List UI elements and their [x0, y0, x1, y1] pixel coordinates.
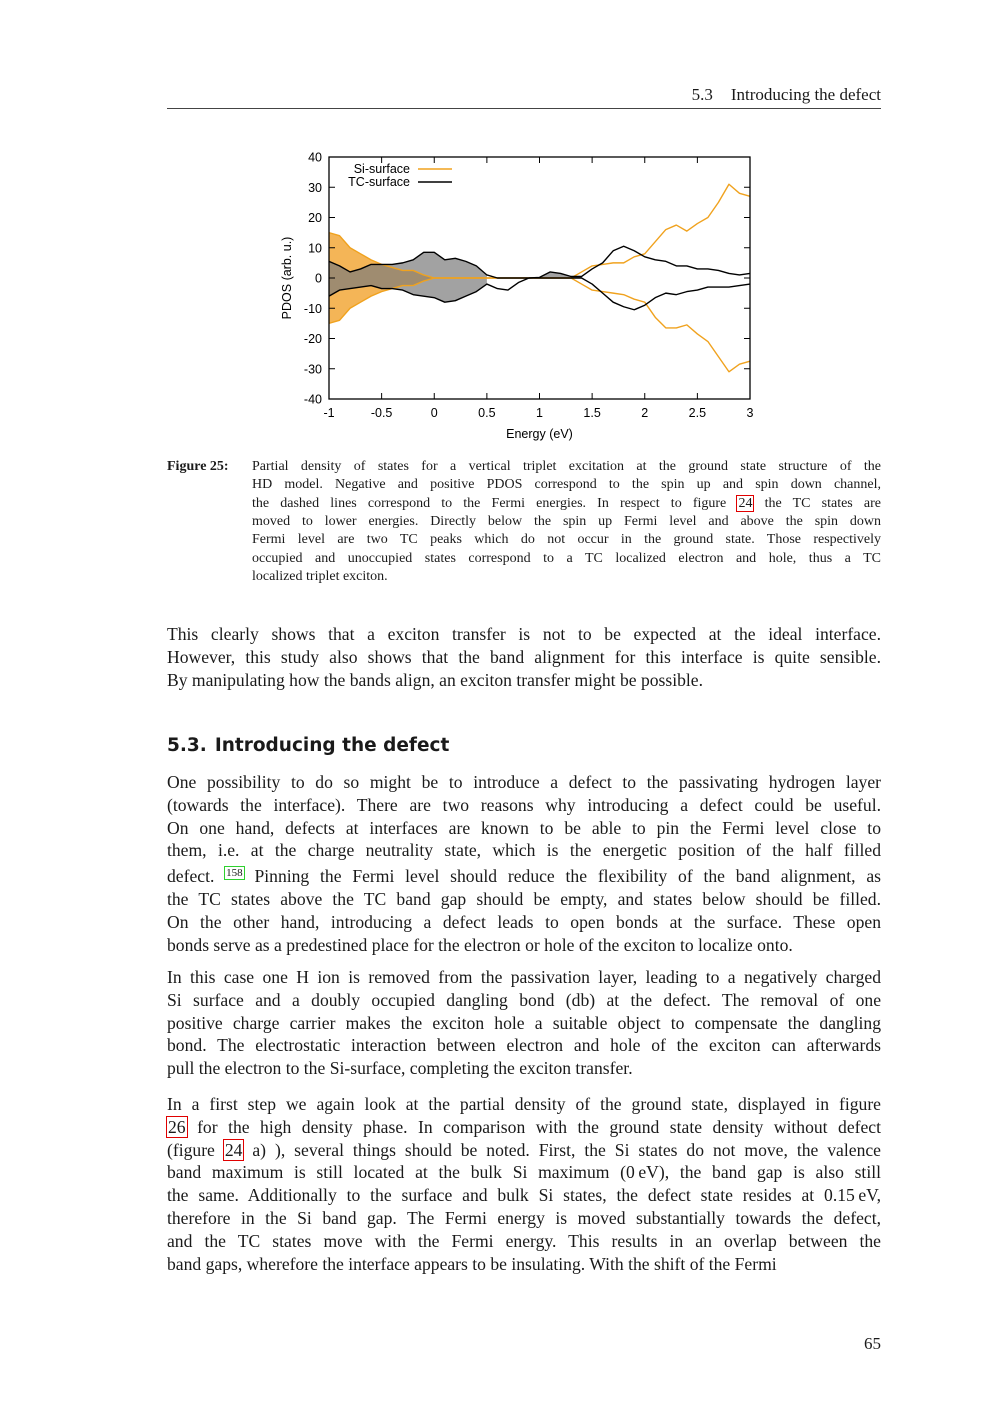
pdos-chart: [0, 0, 1000, 450]
y-tick-label: 30: [308, 180, 322, 195]
x-tick-label: 3: [746, 406, 754, 420]
text-segment: On one hand, defects at interfaces are known to be able to pin the Fermi level close to: [167, 817, 881, 838]
text-line: [252, 568, 881, 586]
text-line: [252, 458, 881, 476]
text-segment: the same. Additionally to the surface and bulk Si states, the defect state resides at 0.15 eV,: [167, 1185, 881, 1206]
text-line: [167, 862, 881, 888]
x-tick-label: 1: [536, 406, 543, 420]
x-tick-label: 2.5: [688, 406, 707, 420]
text-line: [252, 495, 881, 513]
text-line: [167, 1057, 881, 1080]
text-line: [167, 794, 881, 817]
text-line: [252, 476, 881, 494]
text-segment: By manipulating how the bands align, an exciton transfer might be possible.: [167, 669, 704, 690]
text-segment: defect.: [167, 866, 226, 887]
text-segment: the TC states above the TC band gap should be empty, and states below should be filled.: [167, 888, 881, 909]
text-segment: and the TC states move with the Fermi energy. This results in an overlap between the: [167, 1230, 881, 1251]
figure-reference-link[interactable]: 26: [168, 1116, 186, 1137]
text-segment: them, i.e. at the charge neutrality state, which is the energetic position of the half filled: [167, 840, 881, 861]
text-segment: (figure: [167, 1139, 224, 1160]
y-tick-label: 20: [308, 211, 322, 225]
x-tick-label: 1.5: [583, 406, 601, 420]
legend-label: TC-surface: [348, 175, 410, 189]
x-tick-label: -1: [323, 406, 335, 420]
text-line: [167, 1207, 881, 1230]
text-line: [167, 771, 881, 794]
paragraph: [167, 966, 881, 1080]
figure-caption: [167, 458, 881, 586]
text-segment: Partial density of states for a vertical triplet excitation at the ground state structure of the: [252, 459, 881, 474]
text-line: [167, 1034, 881, 1057]
figure-reference-link[interactable]: 24: [224, 1139, 243, 1160]
paragraph: [167, 771, 881, 956]
text-line: [167, 911, 881, 934]
caption-text: [252, 458, 881, 586]
y-tick-label: -20: [303, 332, 322, 346]
text-line: [167, 888, 881, 911]
y-tick-label: -40: [303, 392, 322, 407]
y-axis-label: PDOS (arb. u.): [280, 236, 294, 320]
text-line: [167, 1012, 881, 1035]
text-line: [167, 1161, 881, 1184]
text-segment: a) ), several things should be noted. First, the Si states do not move, the valence: [243, 1139, 881, 1160]
section-number: 5.3.: [167, 735, 207, 756]
text-segment: pull the electron to the Si-surface, completing the exciton transfer.: [167, 1058, 633, 1079]
text-segment: localized triplet exciton.: [252, 569, 388, 585]
figure-label: Figure 25:: [167, 459, 229, 474]
x-tick-label: 0.5: [478, 406, 496, 420]
text-segment: Fermi level are two TC peaks which do not occur in the ground state. Those respectively: [252, 532, 881, 548]
text-line: [167, 934, 881, 957]
text-segment: the TC states are: [753, 495, 881, 511]
text-segment: therefore in the Si band gap. The Fermi energy is moved substantially towards the defect,: [167, 1207, 881, 1228]
legend-label: Si-surface: [353, 162, 410, 176]
paragraph: [167, 1093, 881, 1275]
y-tick-label: -10: [303, 301, 322, 316]
text-segment: One possibility to do so might be to introduce a defect to the passivating hydrogen layer: [167, 772, 881, 792]
text-line: [167, 989, 881, 1012]
x-axis-label: Energy (eV): [506, 427, 573, 441]
text-segment: HD model. Negative and positive PDOS correspond to the spin up and spin down channel,: [252, 477, 881, 493]
text-line: [167, 1093, 881, 1116]
running-header-title: Introducing the defect: [730, 85, 881, 104]
text-segment: bond. The electrostatic interaction between electron and hole of the exciton can afterwards: [167, 1035, 881, 1056]
text-segment: In this case one H ion is removed from the passivation layer, leading to a negatively charged: [167, 967, 881, 987]
y-tick-label: -30: [303, 362, 322, 377]
text-segment: bonds serve as a predestined place for the electron or hole of the exciton to localize onto.: [167, 934, 793, 955]
text-segment: However, this study also shows that the band alignment for this interface is quite sensible.: [167, 646, 881, 667]
text-line: [252, 531, 881, 549]
x-tick-label: 0: [430, 406, 438, 420]
citation-link[interactable]: 158: [226, 867, 243, 880]
text-line: [167, 623, 881, 646]
text-segment: for the high density phase. In comparison with the ground state density without defect: [186, 1116, 881, 1137]
text-segment: band gaps, wherefore the interface appears to be insulating. With the shift of the Fermi: [167, 1253, 777, 1274]
text-segment: Si surface and a doubly occupied dangling bond (db) at the defect. The removal of one: [167, 989, 881, 1010]
x-tick-label: 2: [641, 406, 649, 420]
text-line: [167, 966, 881, 989]
y-tick-label: 40: [308, 150, 322, 165]
text-line: [167, 817, 881, 840]
y-tick-label: 0: [315, 271, 322, 286]
section-heading: [167, 735, 449, 756]
x-tick-label: -0.5: [370, 406, 393, 420]
text-line: [167, 646, 881, 669]
text-segment: In a first step we again look at the partial density of the ground state, displayed in figure: [167, 1094, 881, 1114]
text-segment: the dashed lines correspond to the Fermi energies. In respect to figure: [252, 495, 738, 511]
paragraph: [167, 623, 881, 691]
figure-reference-link[interactable]: 24: [738, 495, 753, 511]
text-segment: band maximum is still located at the bulk Si maximum (0 eV), the band gap is also still: [167, 1162, 881, 1183]
text-line: [167, 1253, 881, 1276]
text-line: [167, 1184, 881, 1207]
text-line: [167, 1139, 881, 1162]
text-line: [252, 513, 881, 531]
text-segment: occupied and unoccupied states correspond to a TC localized electron and hole, thus a TC: [252, 550, 881, 566]
text-segment: (towards the interface). There are two reasons why introducing a defect could be useful.: [167, 794, 881, 815]
text-segment: This clearly shows that a exciton transfer is not to be expected at the ideal interface.: [167, 624, 881, 644]
text-line: [167, 839, 881, 862]
text-line: [252, 550, 881, 568]
y-tick-label: 10: [308, 241, 322, 256]
running-header-number: 5.3: [691, 85, 713, 104]
text-segment: On the other hand, introducing a defect leads to open bonds at the surface. These open: [167, 911, 881, 932]
text-segment: moved to lower energies. Directly below the spin up Fermi level and above the spin down: [252, 514, 881, 530]
text-line: [167, 1230, 881, 1253]
text-segment: positive charge carrier makes the exciton hole a suitable object to compensate the dangling: [167, 1012, 881, 1033]
page-number: 65: [864, 1334, 881, 1353]
section-title: Introducing the defect: [214, 735, 450, 756]
text-line: [167, 669, 881, 692]
text-segment: Pinning the Fermi level should reduce the flexibility of the band alignment, as: [243, 866, 881, 887]
text-line: [167, 1116, 881, 1139]
